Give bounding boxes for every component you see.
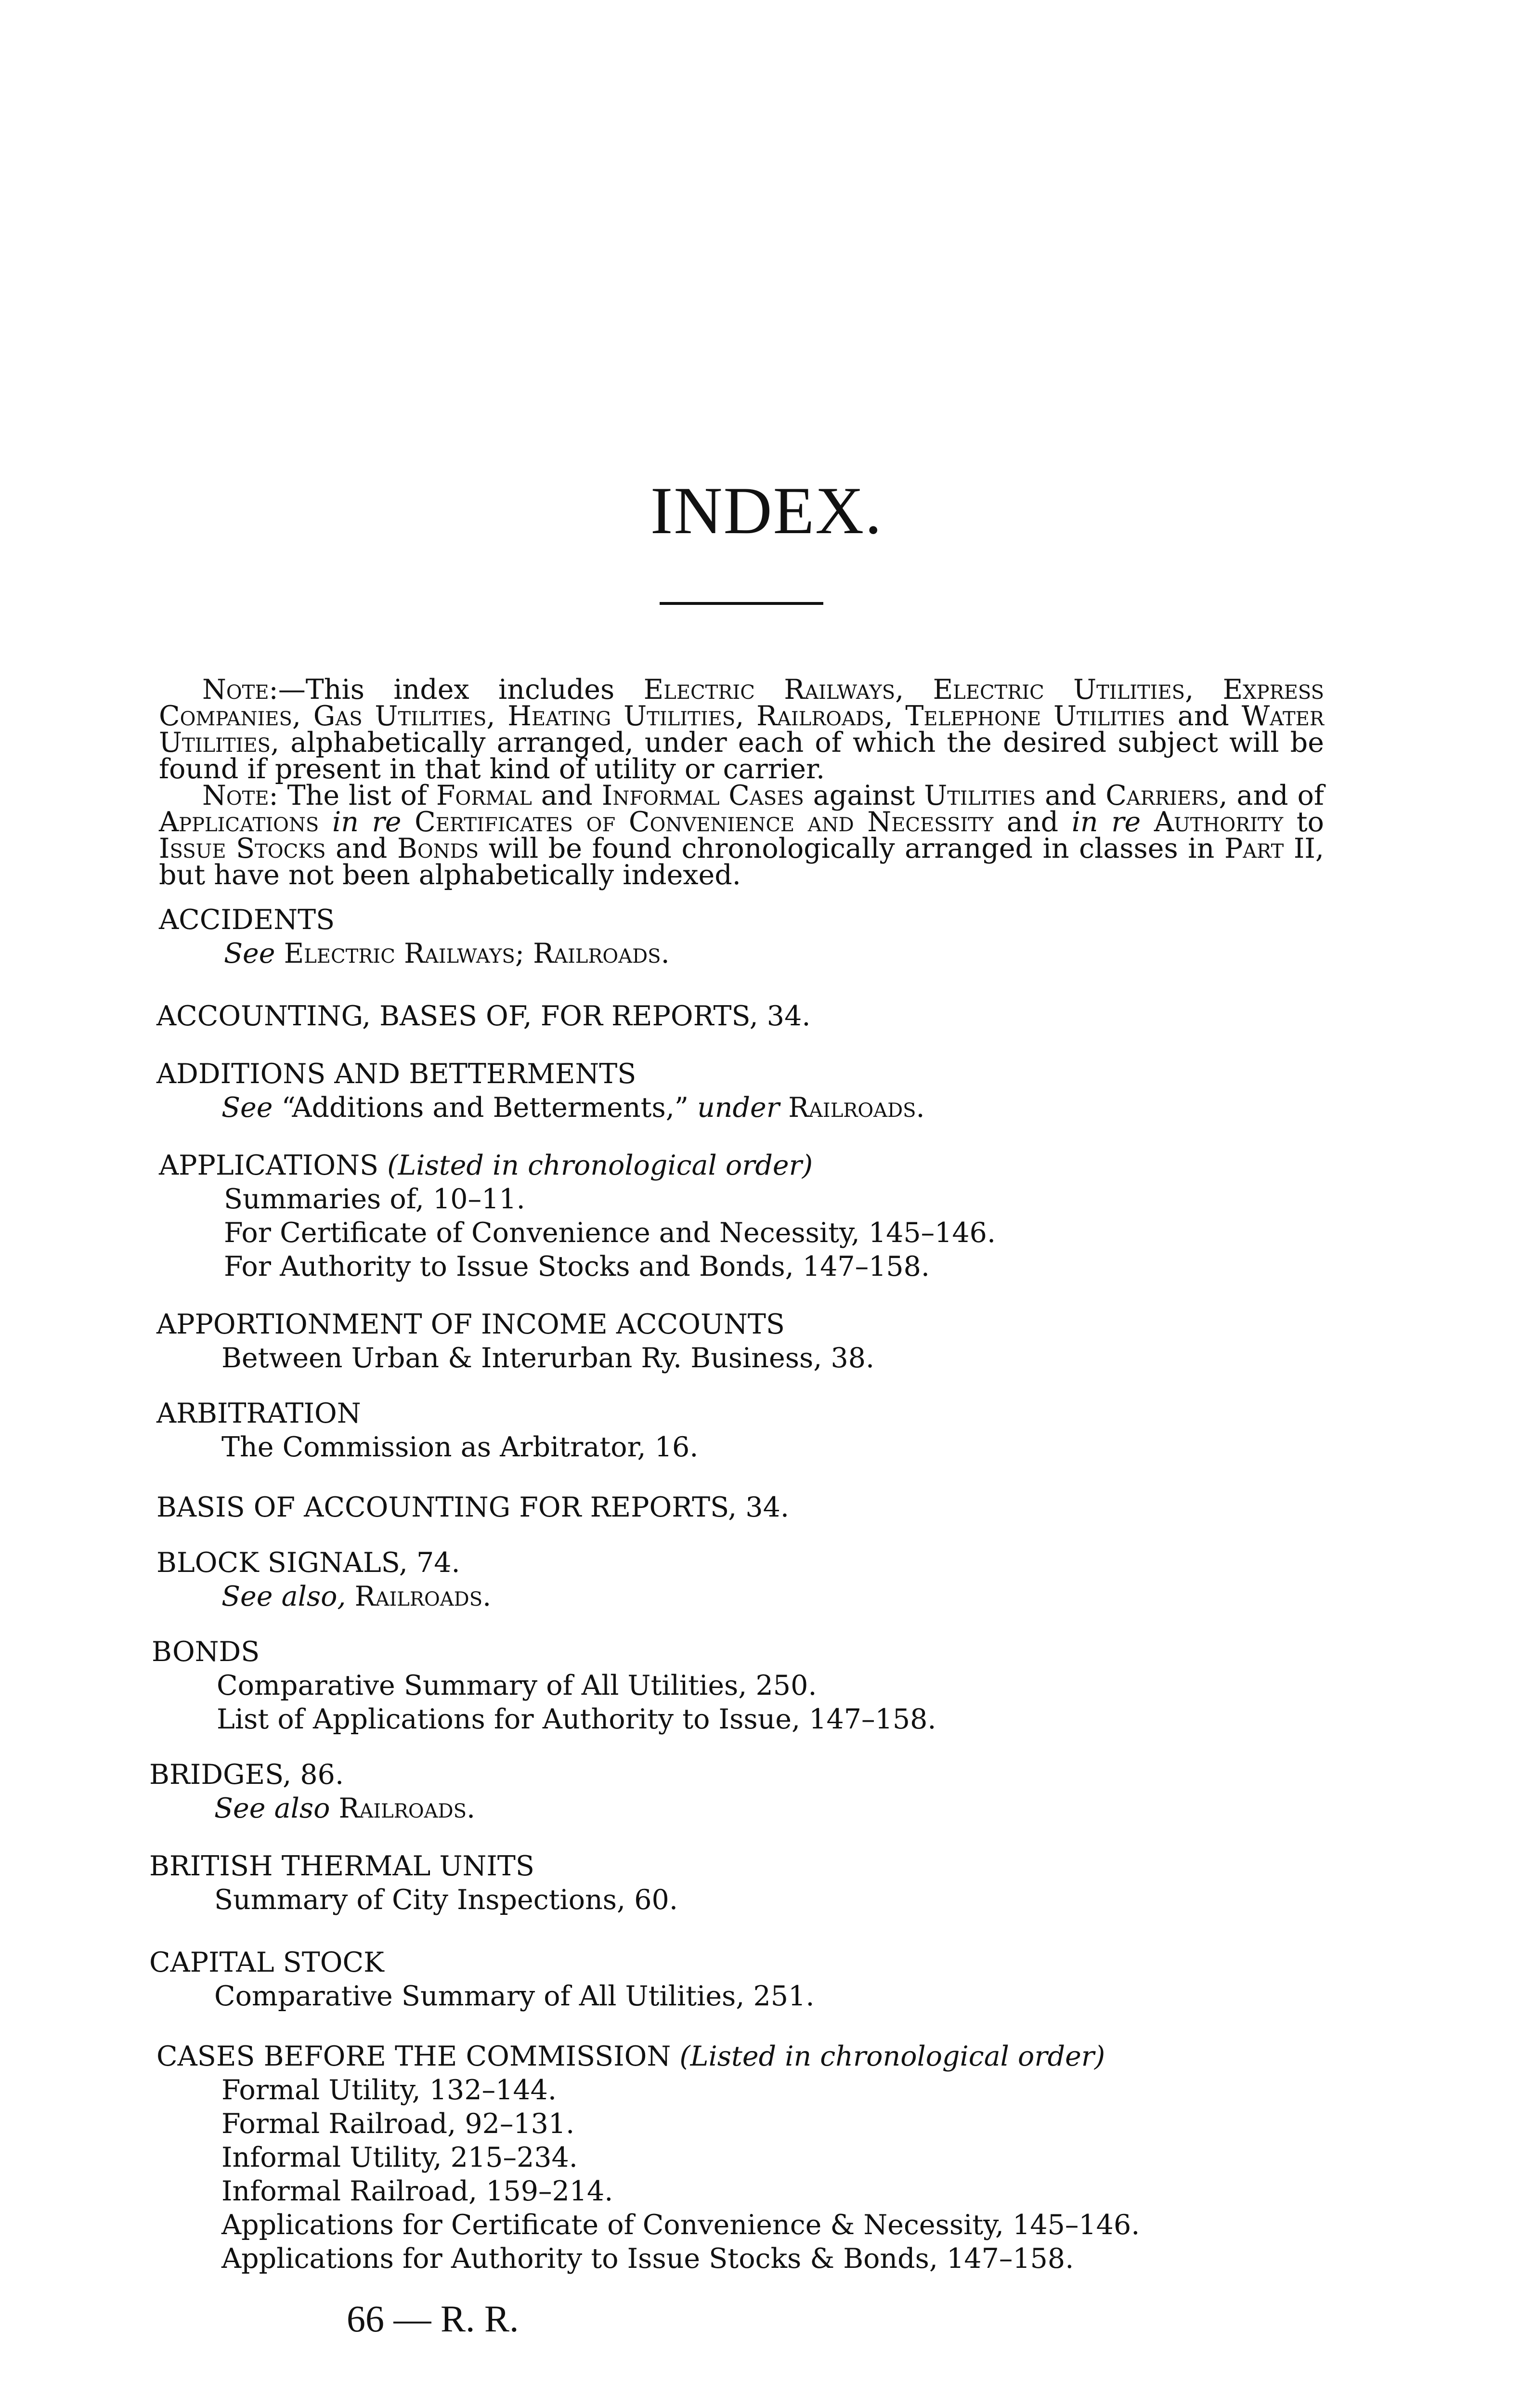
entry-heading: BRIDGES, 86. [149,1759,344,1791]
title-rule [660,602,823,605]
entry-heading [156,2040,1456,2073]
see-label: See [221,1092,273,1124]
heading-note: (Listed in chronological order) [679,2041,1105,2072]
note-text: will be found chronologically arranged in classes in [479,833,1224,864]
under-label: under [697,1092,779,1124]
entry-subline: Summary of City Inspections, 60. [214,1884,678,1916]
entry-subline: Informal Railroad, 159–214. [221,2175,613,2207]
page-folio: 66 — R. R. [347,2298,519,2340]
entry-subline: Informal Utility, 215–234. [221,2142,578,2173]
note-text: and [993,806,1072,838]
note-text: and [1036,780,1106,811]
note-text: and [325,833,397,864]
index-entry-arbitration [156,1397,1456,1464]
note-text: :—This index includes [269,674,644,706]
note-italic: in re [1071,806,1154,838]
entry-heading: ACCOUNTING, BASES OF, FOR REPORTS, 34. [156,1000,811,1032]
quoted-reference: “Additions and Betterments,” [281,1092,689,1124]
note-smallcaps: Carriers [1105,780,1219,811]
entry-heading: APPORTIONMENT OF INCOME ACCOUNTS [156,1309,785,1340]
note-text: and [1165,700,1242,732]
entry-subline: Comparative Summary of All Utilities, 251. [214,1980,815,2012]
note-smallcaps: Formal [436,780,532,811]
entry-subline: Applications for Authority to Issue Stocks & Bonds, 147–158. [221,2243,1074,2275]
note-label: Note [202,780,269,811]
note-italic: in re [319,806,415,838]
note-text: , and of [1219,780,1324,811]
note-smallcaps: Authority [1154,806,1284,838]
entry-subline: List of Applications for Authority to Issue, 147–158. [217,1703,936,1735]
index-entry-block-signals [156,1546,1456,1613]
cross-reference: Electric Railways; Railroads. [284,938,670,969]
entry-subline: Formal Railroad, 92–131. [221,2108,575,2140]
index-entry-accidents [159,903,1459,970]
entry-heading [159,1149,1459,1182]
note-smallcaps: Water Utilities [159,700,1324,759]
see-label: See also, [221,1581,346,1612]
note-text: : The list of [269,780,436,811]
note-text: , alphabetically arranged, under each of which the desired subject will be found if present in that kind of utility or carrier. [159,727,1324,785]
entry-subline: For Certificate of Convenience and Necessity, 145–146. [224,1217,996,1249]
note-smallcaps: Bonds [397,833,479,864]
index-entry-british-thermal-units [149,1849,1449,1917]
index-entry-applications [159,1149,1459,1283]
entry-heading: ADDITIONS AND BETTERMENTS [156,1058,637,1090]
entry-heading: BONDS [152,1636,260,1668]
cross-reference: Railroads. [338,1793,476,1824]
entry-heading: BRITISH THERMAL UNITS [149,1850,534,1882]
note-smallcaps: Utilities [924,780,1036,811]
entry-subline: Between Urban & Interurban Ry. Business, 38. [221,1342,875,1374]
entry-subline [149,1792,1449,1825]
entry-subline: Comparative Summary of All Utilities, 250. [217,1670,817,1701]
entry-subline: Summaries of, 10–11. [224,1183,525,1215]
index-entry-bonds [152,1635,1452,1736]
note-text: against [804,780,924,811]
entry-subline [156,1580,1456,1613]
note-smallcaps: Electric Railways, Electric Utilities, Express Companies, Gas Utilities, Heating Utilities, Railroads, Telephone Utilities [159,674,1324,732]
index-entry-apportionment [156,1308,1456,1375]
entry-subline [159,937,1459,970]
cross-reference: Railroads. [354,1581,492,1612]
see-label: See also [214,1793,330,1824]
entry-heading: BLOCK SIGNALS, 74. [156,1547,460,1579]
page-title: INDEX. [650,473,883,548]
note-smallcaps: Issue Stocks [159,833,326,864]
note-smallcaps: Informal Cases [601,780,804,811]
index-entry-bridges [149,1758,1449,1825]
note-text: , but have not been alphabetically indexed. [159,833,1325,891]
cross-reference: Railroads. [788,1092,925,1124]
entry-subline: Applications for Certificate of Convenience & Necessity, 145–146. [221,2209,1140,2241]
note-text: and [532,780,602,811]
index-entry-capital-stock [149,1946,1449,2013]
index-entry-accounting [156,999,1456,1033]
heading-text: CASES BEFORE THE COMMISSION [156,2041,671,2072]
entry-subline: For Authority to Issue Stocks and Bonds, 147–158. [224,1251,930,1283]
entry-heading: CAPITAL STOCK [149,1947,384,1978]
heading-note: (Listed in chronological order) [387,1150,813,1181]
note-paragraph-2 [159,780,1325,891]
entry-heading: ACCIDENTS [159,904,335,936]
entry-subline [156,1091,1456,1125]
entry-subline: The Commission as Arbitrator, 16. [221,1431,699,1463]
see-label: See [224,938,275,969]
index-entry-cases [156,2040,1456,2276]
note-smallcaps: Part II [1224,833,1315,864]
index-entry-additions [156,1057,1456,1125]
note-smallcaps: Applications [159,806,319,838]
note-label: Note [202,674,269,706]
heading-text: APPLICATIONS [159,1150,379,1181]
index-entry-basis [156,1491,1456,1524]
entry-subline: Formal Utility, 132–144. [221,2074,557,2106]
entry-heading: BASIS OF ACCOUNTING FOR REPORTS, 34. [156,1492,790,1523]
entry-heading: ARBITRATION [156,1398,361,1429]
note-text: to [1283,806,1324,838]
note-smallcaps: Certificates of Convenience and Necessity [415,806,994,838]
note-paragraph-1 [159,674,1324,785]
